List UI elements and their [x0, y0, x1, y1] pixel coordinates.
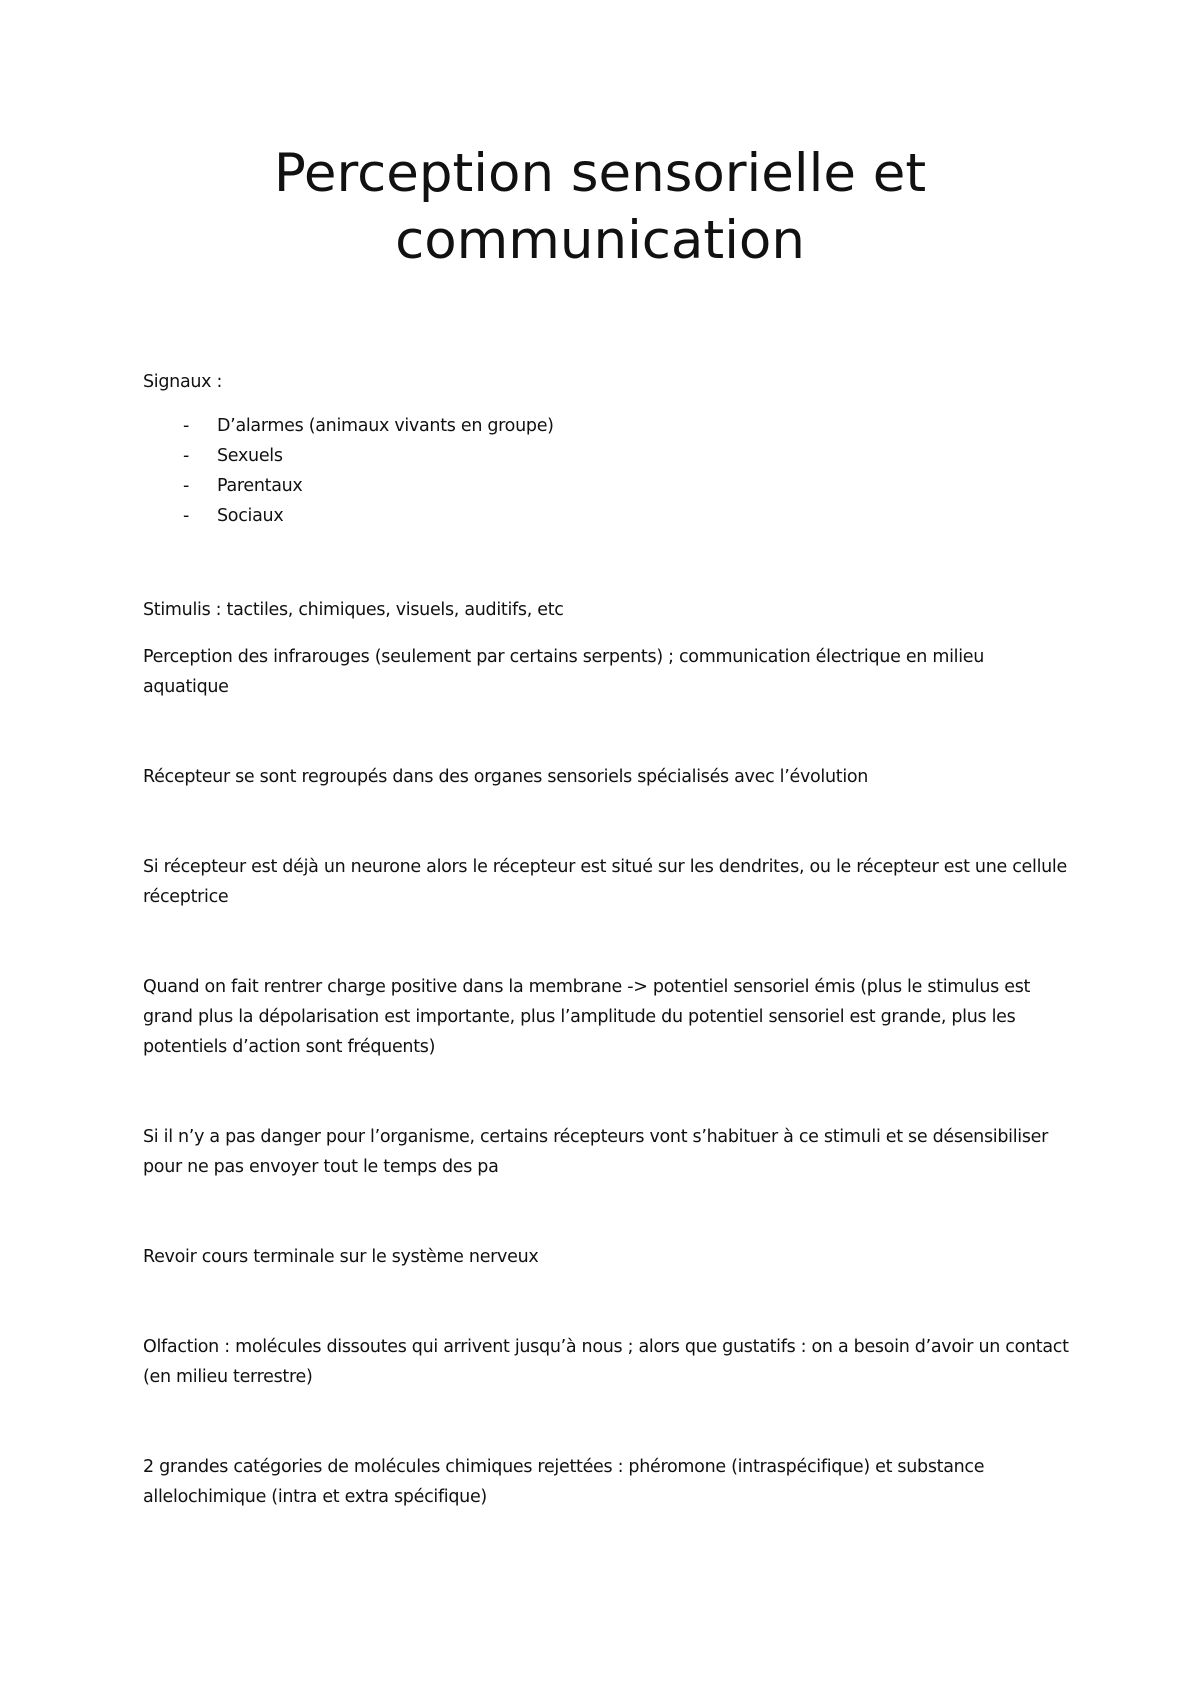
paragraph-molecules-chimiques: 2 grandes catégories de molécules chimiques rejettées : phéromone (intraspécifique) et substance allelochimique (intra et extra spécifique): [143, 1457, 985, 1507]
list-item-text: Sociaux: [217, 506, 284, 526]
document-body: [143, 367, 1073, 1512]
title-line-1: Perception sensorielle et: [273, 143, 927, 204]
bullet-dash: -: [183, 476, 190, 496]
title-line-2: communication: [395, 210, 805, 271]
signaux-list: [143, 411, 1073, 531]
page-title: [0, 140, 1200, 274]
paragraph-olfaction: Olfaction : molécules dissoutes qui arrivent jusqu’à nous ; alors que gustatifs : on a besoin d’avoir un contact (en milieu terrestre): [143, 1337, 1069, 1387]
paragraph-recepteur-organes: Récepteur se sont regroupés dans des organes sensoriels spécialisés avec l’évolution: [143, 767, 869, 787]
list-item: [143, 411, 1073, 441]
paragraph-infrarouges: Perception des infrarouges (seulement par certains serpents) ; communication électrique en milieu aquatique: [143, 647, 985, 697]
list-item: [143, 441, 1073, 471]
bullet-dash: -: [183, 416, 190, 436]
paragraph-recepteur-neurone: Si récepteur est déjà un neurone alors le récepteur est situé sur les dendrites, ou le récepteur est une cellule réceptrice: [143, 857, 1067, 907]
list-item: [143, 471, 1073, 501]
list-item-text: D’alarmes (animaux vivants en groupe): [217, 416, 554, 436]
bullet-dash: -: [183, 506, 190, 526]
list-item-text: Parentaux: [217, 476, 303, 496]
signaux-label: Signaux :: [143, 372, 223, 392]
paragraph-potentiel-sensoriel: Quand on fait rentrer charge positive dans la membrane -> potentiel sensoriel émis (plus le stimulus est grand plus la dépolarisation est importante, plus l’amplitude du potentiel sensoriel est grande, plus les potentiels d’action sont fréquents): [143, 977, 1031, 1057]
list-item: [143, 501, 1073, 531]
list-item-text: Sexuels: [217, 446, 283, 466]
paragraph-habituation: Si il n’y a pas danger pour l’organisme, certains récepteurs vont s’habituer à ce stimuli et se désensibiliser pour ne pas envoyer tout le temps des pa: [143, 1127, 1049, 1177]
paragraph-revoir-cours: Revoir cours terminale sur le système nerveux: [143, 1247, 539, 1267]
bullet-dash: -: [183, 446, 190, 466]
paragraph-stimulis: Stimulis : tactiles, chimiques, visuels, auditifs, etc: [143, 600, 564, 620]
